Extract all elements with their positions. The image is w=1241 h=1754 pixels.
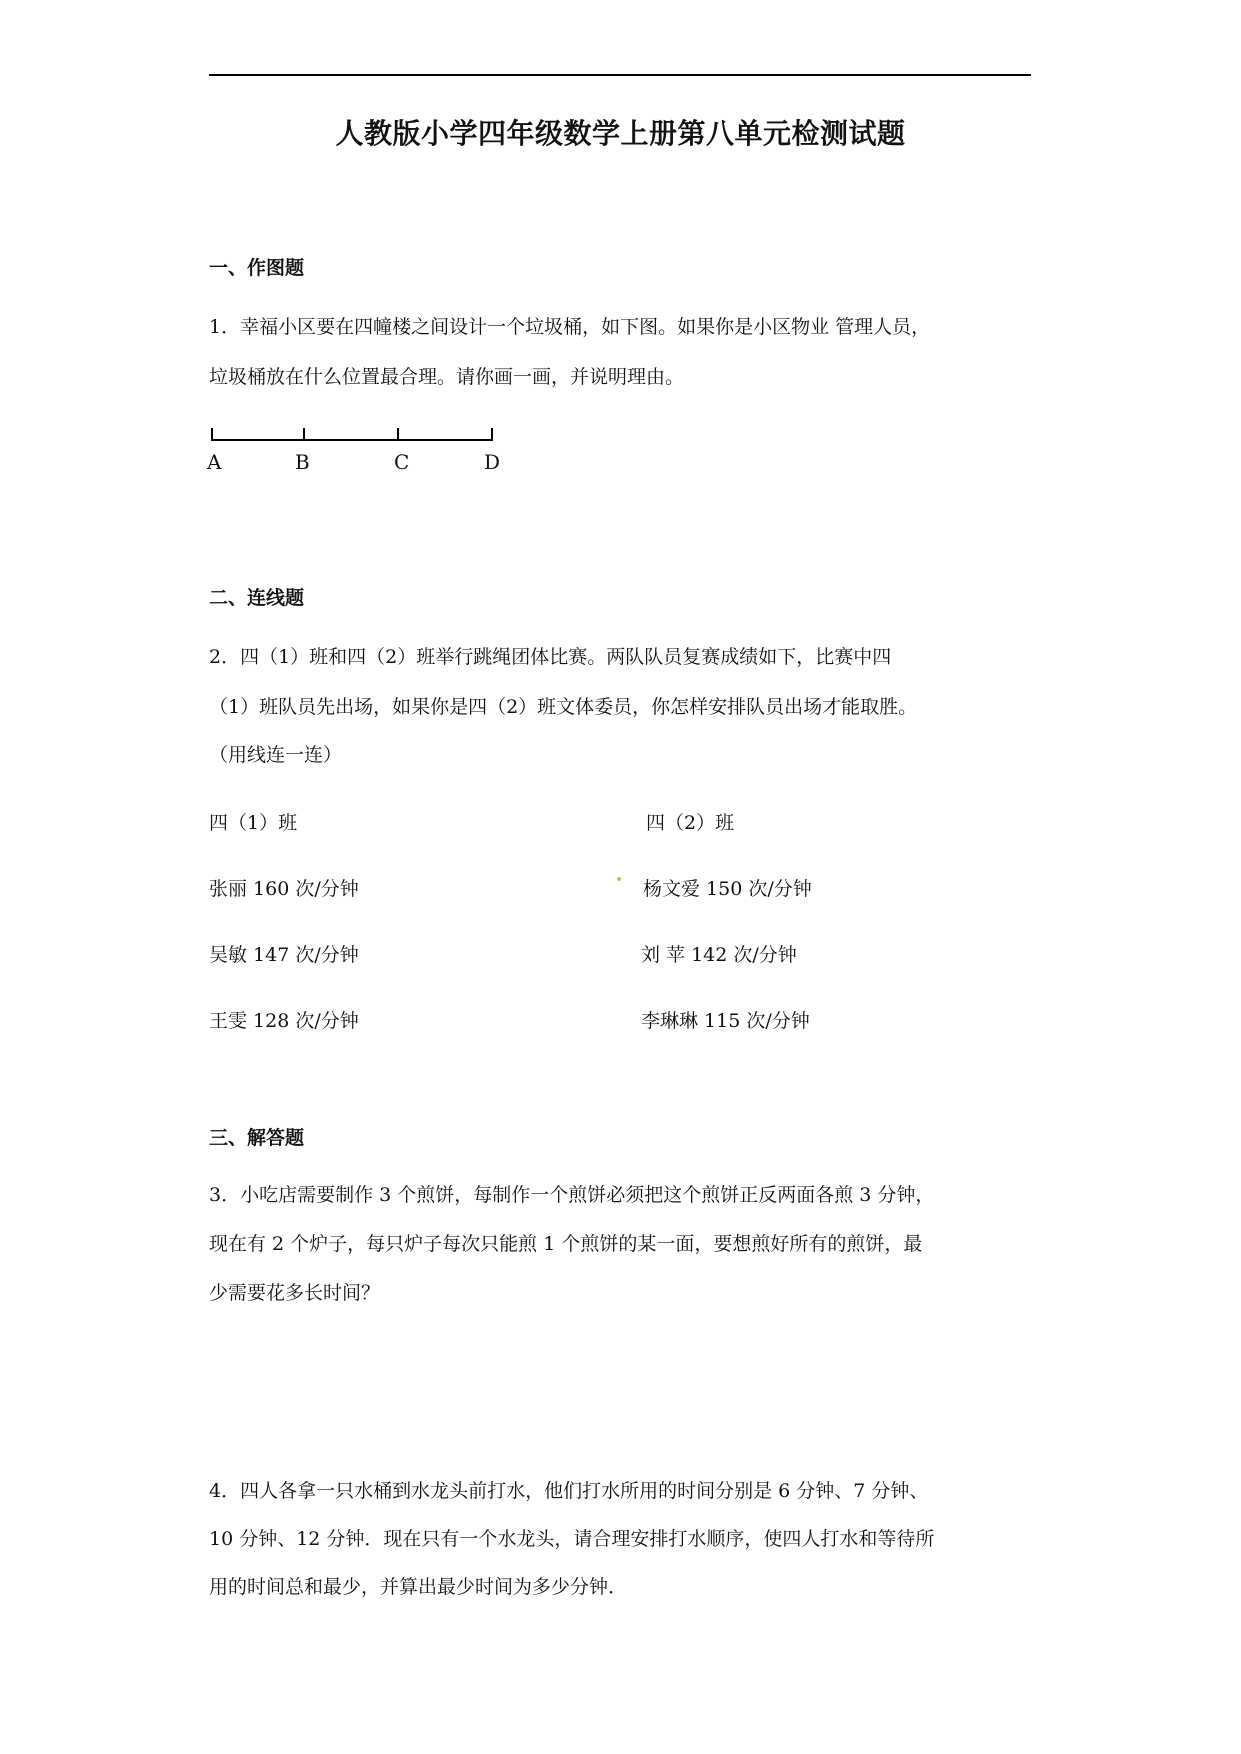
q3-line2: 现在有 2 个炉子，每只炉子每次只能煎 1 个煎饼的某一面，要想煎好所有的煎饼，最 — [209, 1233, 923, 1255]
point-b-label: B — [295, 450, 310, 474]
class2-player: 李琳琳 115 次/分钟 — [641, 1010, 810, 1032]
q2-line2: （1）班队员先出场，如果你是四（2）班文体委员，你怎样安排队员出场才能取胜。 — [209, 696, 918, 718]
q4-line3: 用的时间总和最少，并算出最少时间为多少分钟． — [209, 1576, 628, 1598]
q2-line1: 2．四（1）班和四（2）班举行跳绳团体比赛。两队队员复赛成绩如下，比赛中四 — [209, 646, 892, 668]
number-line-diagram — [208, 428, 498, 448]
section3-heading: 三、解答题 — [209, 1127, 305, 1149]
section2-heading: 二、连线题 — [209, 587, 305, 609]
q1-line1: 1．幸福小区要在四幢楼之间设计一个垃圾桶，如下图。如果你是小区物业 管理人员， — [209, 316, 931, 338]
q4-line1: 4．四人各拿一只水桶到水龙头前打水，他们打水所用的时间分别是 6 分钟、7 分钟、 — [209, 1480, 929, 1502]
point-a-label: A — [207, 450, 222, 474]
document-title: 人教版小学四年级数学上册第八单元检测试题 — [335, 117, 906, 150]
class1-label: 四（1）班 — [209, 812, 298, 834]
class2-player: 杨文爱 150 次/分钟 — [643, 878, 812, 900]
point-c-label: C — [394, 450, 410, 474]
header-rule — [209, 74, 1031, 76]
class2-label: 四（2）班 — [646, 812, 735, 834]
q4-line2: 10 分钟、12 分钟．现在只有一个水龙头，请合理安排打水顺序，使四人打水和等待所 — [209, 1528, 935, 1550]
section1-heading: 一、作图题 — [209, 257, 305, 279]
q3-line3: 少需要花多长时间？ — [209, 1282, 381, 1304]
point-d-label: D — [484, 450, 501, 474]
q2-line3: （用线连一连） — [209, 744, 343, 766]
class1-player: 张丽 160 次/分钟 — [209, 878, 359, 900]
class1-player: 王雯 128 次/分钟 — [209, 1010, 359, 1032]
class1-player: 吴敏 147 次/分钟 — [209, 944, 359, 966]
class2-player: 刘 苹 142 次/分钟 — [641, 944, 797, 966]
q3-line1: 3．小吃店需要制作 3 个煎饼，每制作一个煎饼必须把这个煎饼正反两面各煎 3 分钟， — [209, 1184, 935, 1206]
stray-dot — [617, 877, 621, 881]
q1-line2: 垃圾桶放在什么位置最合理。请你画一画，并说明理由。 — [209, 366, 685, 388]
